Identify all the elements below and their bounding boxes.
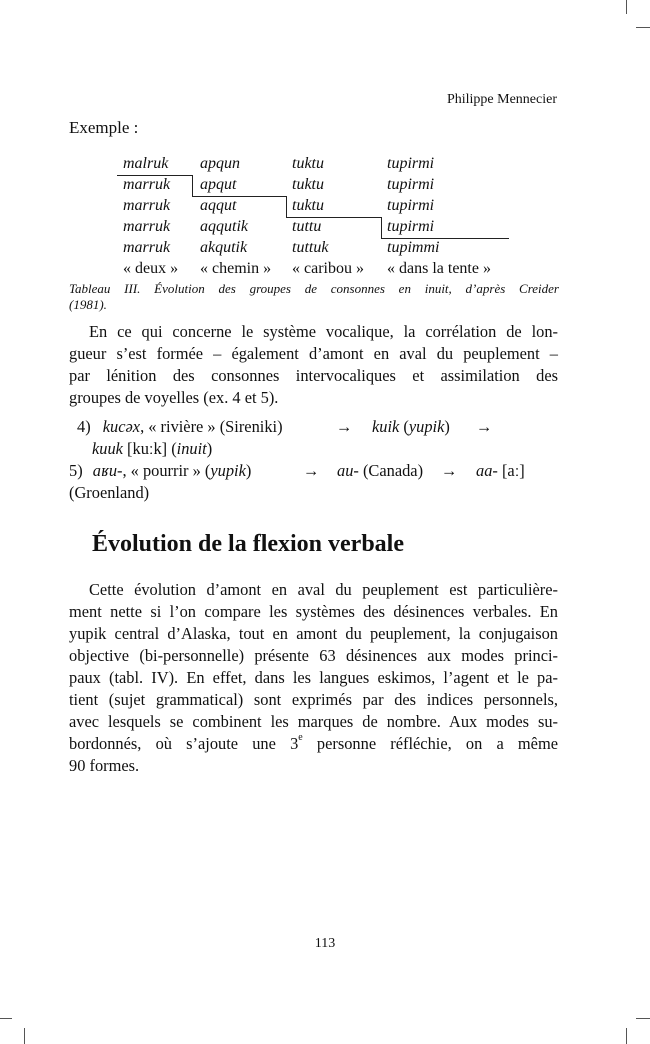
staircase-line: [192, 196, 286, 197]
paragraph-text: bordonnés, où s’ajoute une 3: [69, 734, 299, 753]
table-cell: tupirmi: [387, 155, 435, 172]
table-gloss: « chemin »: [200, 260, 272, 277]
crop-mark: [626, 1028, 627, 1044]
paragraph-line: objective (bi-personnelle) présente 63 désinences aux modes princi-: [69, 646, 558, 665]
example-language: inuit: [176, 439, 207, 458]
example-form: au-: [337, 461, 359, 480]
table-gloss: « caribou »: [292, 260, 364, 277]
superscript: e: [298, 732, 303, 743]
caption-line: (1981).: [69, 297, 107, 312]
arrow: →: [476, 417, 493, 436]
example-language: yupik: [408, 417, 445, 436]
example-text: ): [245, 461, 252, 480]
example-number: 5): [69, 461, 83, 480]
table-cell: tuktu: [292, 197, 324, 214]
paragraph-line: groupes de voyelles (ex. 4 et 5).: [69, 388, 279, 407]
paragraph-verbal-flexion: [69, 579, 558, 777]
arrow: →: [441, 461, 458, 480]
example-text: (Canada): [358, 461, 424, 480]
example-label: Exemple :: [69, 118, 139, 137]
paragraph-text: Cette évolution d’amont en aval du peuplement est particulière-: [89, 580, 558, 599]
paragraph-line: [69, 733, 558, 755]
example-4-form-2: [372, 417, 450, 437]
table-cell: marruk: [123, 197, 171, 214]
table-gloss: « dans la tente »: [387, 260, 491, 277]
example-language: yupik: [210, 461, 246, 480]
table-cell: tupirmi: [387, 197, 435, 214]
table-cell: tuktu: [292, 155, 324, 172]
paragraph-line: [69, 579, 558, 601]
table-cell: aqqut: [200, 197, 237, 214]
staircase-line: [286, 217, 381, 218]
paragraph-line: [69, 321, 558, 343]
example-form: aa-: [476, 461, 498, 480]
example-5-form-3: [476, 461, 525, 481]
paragraph-text: En ce qui concerne le système vocalique, la corrélation de lon-: [89, 322, 558, 341]
arrow: →: [336, 417, 353, 436]
example-text: [aː]: [497, 461, 525, 480]
staircase-line: [192, 175, 193, 196]
example-5-line-1: [69, 461, 251, 481]
table-caption: [69, 281, 559, 313]
paragraph-line: gueur s’est formée – également d’amont en aval du peuplement –: [69, 344, 558, 363]
example-number: 4): [77, 417, 91, 436]
paragraph-text: personne réfléchie, on a même: [302, 734, 558, 753]
table-cell: marruk: [123, 176, 171, 193]
example-form: aʁu-: [92, 461, 123, 480]
example-form: kucəx: [102, 417, 141, 436]
table-cell: aqqutik: [200, 218, 248, 235]
example-4-line-2: [92, 439, 212, 459]
crop-mark: [636, 1018, 650, 1019]
table-cell: tuttu: [292, 218, 322, 235]
page-number: 113: [314, 936, 336, 951]
paragraph-line: ment nette si l’on compare les systèmes des désinences verbales. En: [69, 602, 558, 621]
table-cell: tupimmi: [387, 239, 440, 256]
crop-mark: [24, 1028, 25, 1044]
staircase-line: [286, 196, 287, 217]
paragraph-line: paux (tabl. IV). En effet, dans les langues eskimos, l’agent et le pa-: [69, 668, 558, 687]
paragraph-line: tient (sujet grammatical) sont exprimés par des indices personnels,: [69, 690, 558, 709]
example-gloss: , « pourrir » (: [122, 461, 211, 480]
staircase-line: [381, 238, 509, 239]
example-5-line-2: (Groenland): [69, 483, 150, 502]
table-cell: apqun: [200, 155, 240, 172]
table-cell: tupirmi: [387, 176, 435, 193]
table-cell: marruk: [123, 218, 171, 235]
table-cell: malruk: [123, 155, 169, 172]
section-heading: Évolution de la flexion verbale: [92, 531, 404, 557]
table-cell: tupirmi: [387, 218, 435, 235]
example-text: ): [444, 417, 450, 436]
staircase-line: [381, 217, 382, 238]
crop-mark: [0, 1018, 12, 1019]
table-gloss: « deux »: [123, 260, 179, 277]
paragraph-line: avec lesquels se combinent les marques de nombre. Aux modes su-: [69, 712, 558, 731]
example-5-form-2: [337, 461, 423, 481]
table-cell: tuktu: [292, 176, 324, 193]
table-cell: marruk: [123, 239, 171, 256]
paragraph-line: 90 formes.: [69, 756, 140, 775]
arrow: →: [303, 461, 320, 480]
paragraph-line: par lénition des consonnes intervocaliques et assimilation des: [69, 366, 558, 385]
table-cell: akqutik: [200, 239, 248, 256]
example-text: ): [206, 439, 213, 458]
consonant-evolution-table: [0, 0, 650, 280]
table-cell: tuttuk: [292, 239, 329, 256]
paragraph-line: yupik central d’Alaska, tout en amont du peuplement, la conjugaison: [69, 624, 558, 643]
example-text: (: [399, 417, 409, 436]
staircase-line: [117, 175, 192, 176]
example-form: kuuk: [92, 439, 123, 458]
example-4-line-1: [77, 417, 283, 437]
example-form: kuik: [372, 417, 400, 436]
running-head: Philippe Mennecier: [446, 92, 557, 107]
table-cell: apqut: [200, 176, 237, 193]
caption-line: Tableau III. Évolution des groupes de consonnes en inuit, d’après Creider: [69, 281, 559, 296]
example-gloss: , « rivière » (Sireniki): [140, 417, 283, 436]
example-text: [kuːk] (: [122, 439, 177, 458]
paragraph-vowel-system: [69, 321, 558, 409]
